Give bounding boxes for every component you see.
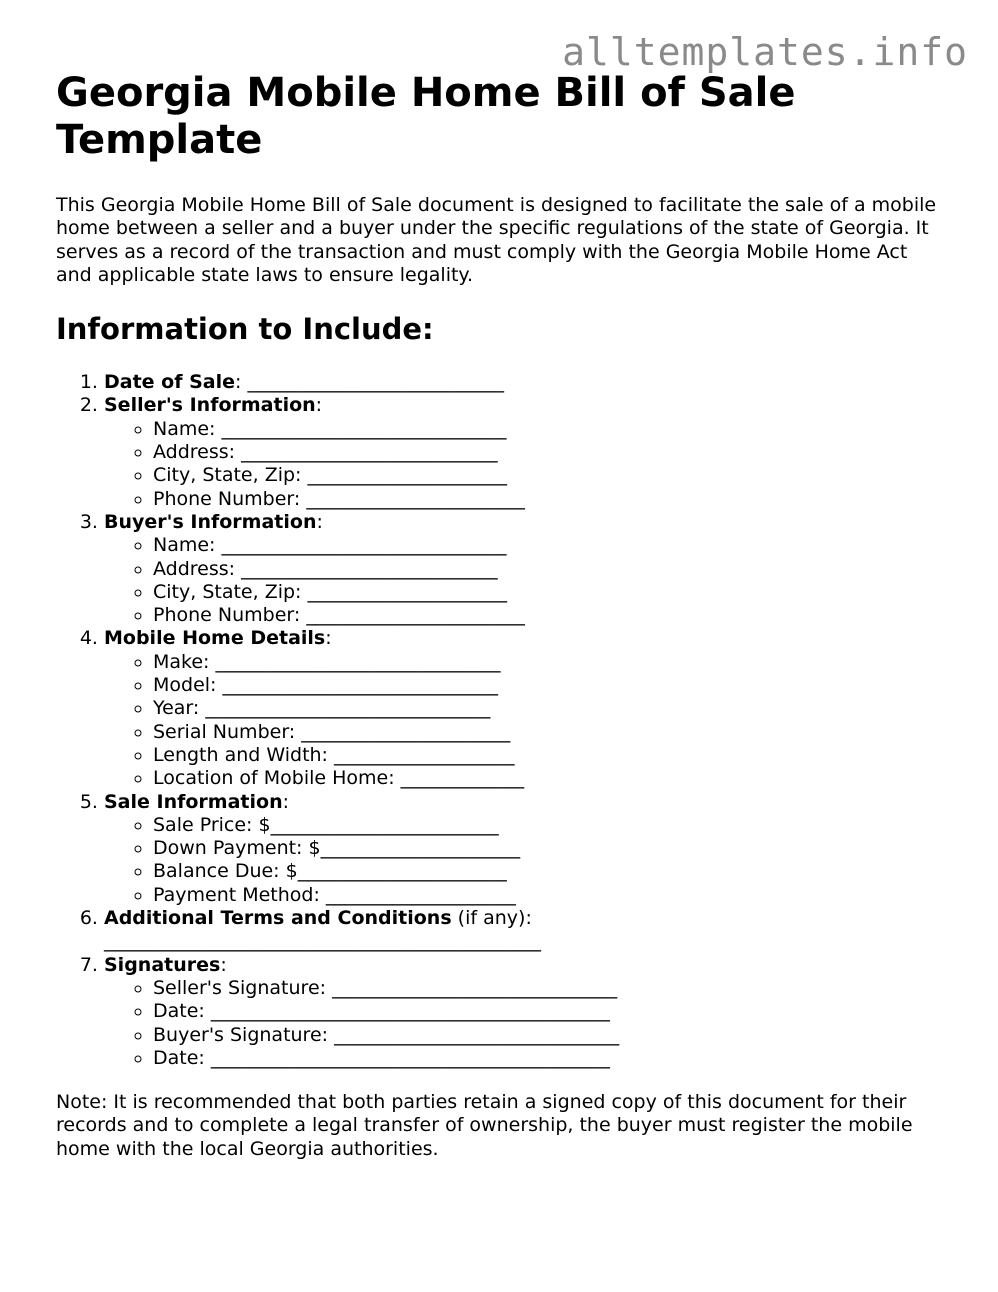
list-item-seller-information	[104, 394, 946, 510]
seller-fields	[104, 418, 946, 511]
seller-signature-field: ◦ Seller's Signature: ______________________________	[153, 977, 946, 1000]
list-item-additional-terms	[104, 907, 946, 954]
buyer-date-field: ◦ Date: __________________________________________	[153, 1047, 946, 1070]
location-field: ◦ Location of Mobile Home: _____________	[153, 767, 946, 790]
watermark: alltemplates.info	[562, 30, 968, 74]
seller-phone-field: ◦ Phone Number: _______________________	[153, 488, 946, 511]
down-payment-field: ◦ Down Payment: $_____________________	[153, 837, 946, 860]
mobile-home-fields	[104, 651, 946, 791]
payment-method-field: ◦ Payment Method: ____________________	[153, 884, 946, 907]
serial-number-field: ◦ Serial Number: ______________________	[153, 721, 946, 744]
make-field: ◦ Make: ______________________________	[153, 651, 946, 674]
seller-address-field: ◦ Address: ___________________________	[153, 441, 946, 464]
item-suffix: :	[315, 394, 323, 417]
item-suffix: :	[220, 953, 227, 976]
date-of-sale-blank: ___________________________	[247, 371, 504, 394]
item-label: Signatures	[104, 953, 221, 976]
seller-city-state-zip-field: ◦ City, State, Zip: _____________________	[153, 464, 946, 487]
buyer-fields	[104, 534, 946, 627]
list-item-mobile-home-details	[104, 627, 946, 790]
list-item-date-of-sale	[104, 371, 946, 394]
sale-price-field: ◦ Sale Price: $________________________	[153, 814, 946, 837]
item-suffix: :	[325, 627, 332, 650]
item-label: Mobile Home Details	[104, 627, 326, 650]
seller-date-field: ◦ Date: __________________________________________	[153, 1000, 946, 1023]
info-list	[56, 371, 946, 1070]
sale-fields	[104, 814, 946, 907]
year-field: ◦ Year: ______________________________	[153, 697, 946, 720]
document-page	[56, 70, 946, 1161]
additional-terms-blank: ______________________________________________	[104, 930, 541, 953]
balance-due-field: ◦ Balance Due: $______________________	[153, 860, 946, 883]
list-item-buyer-information	[104, 511, 946, 627]
seller-name-field: ◦ Name: ______________________________	[153, 418, 946, 441]
page-title: Georgia Mobile Home Bill of Sale Template	[56, 70, 796, 163]
item-label: Sale Information	[104, 790, 283, 813]
item-suffix: :	[235, 371, 248, 394]
buyer-signature-field: ◦ Buyer's Signature: ______________________________	[153, 1024, 946, 1047]
item-suffix: (if any):	[451, 907, 532, 930]
note-paragraph: Note: It is recommended that both parties retain a signed copy of this document for their records and to complete a legal transfer of ownership, the buyer must register the mobile home with the local Georgia authorities.	[56, 1091, 913, 1160]
list-item-signatures	[104, 954, 946, 1070]
item-suffix: :	[282, 790, 290, 813]
buyer-address-field: ◦ Address: ___________________________	[153, 558, 946, 581]
model-field: ◦ Model: _____________________________	[153, 674, 946, 697]
section-heading: Information to Include:	[56, 312, 434, 347]
length-width-field: ◦ Length and Width: ___________________	[153, 744, 946, 767]
item-label: Date of Sale	[104, 371, 236, 394]
item-label: Seller's Information	[104, 394, 316, 417]
item-suffix: :	[316, 510, 323, 533]
intro-paragraph: This Georgia Mobile Home Bill of Sale document is designed to facilitate the sale of a mobile home between a seller and a buyer under the specific regulations of the state of Georgia. It serves as a record of the transaction and must comply with the Georgia Mobile Home Act and applicable state laws to ensure legality.	[56, 194, 937, 286]
item-label: Buyer's Information	[104, 510, 317, 533]
signature-fields	[104, 977, 946, 1070]
buyer-name-field: ◦ Name: ______________________________	[153, 534, 946, 557]
buyer-city-state-zip-field: ◦ City, State, Zip: _____________________	[153, 581, 946, 604]
buyer-phone-field: ◦ Phone Number: _______________________	[153, 604, 946, 627]
list-item-sale-information	[104, 791, 946, 907]
item-label: Additional Terms and Conditions	[104, 907, 452, 930]
